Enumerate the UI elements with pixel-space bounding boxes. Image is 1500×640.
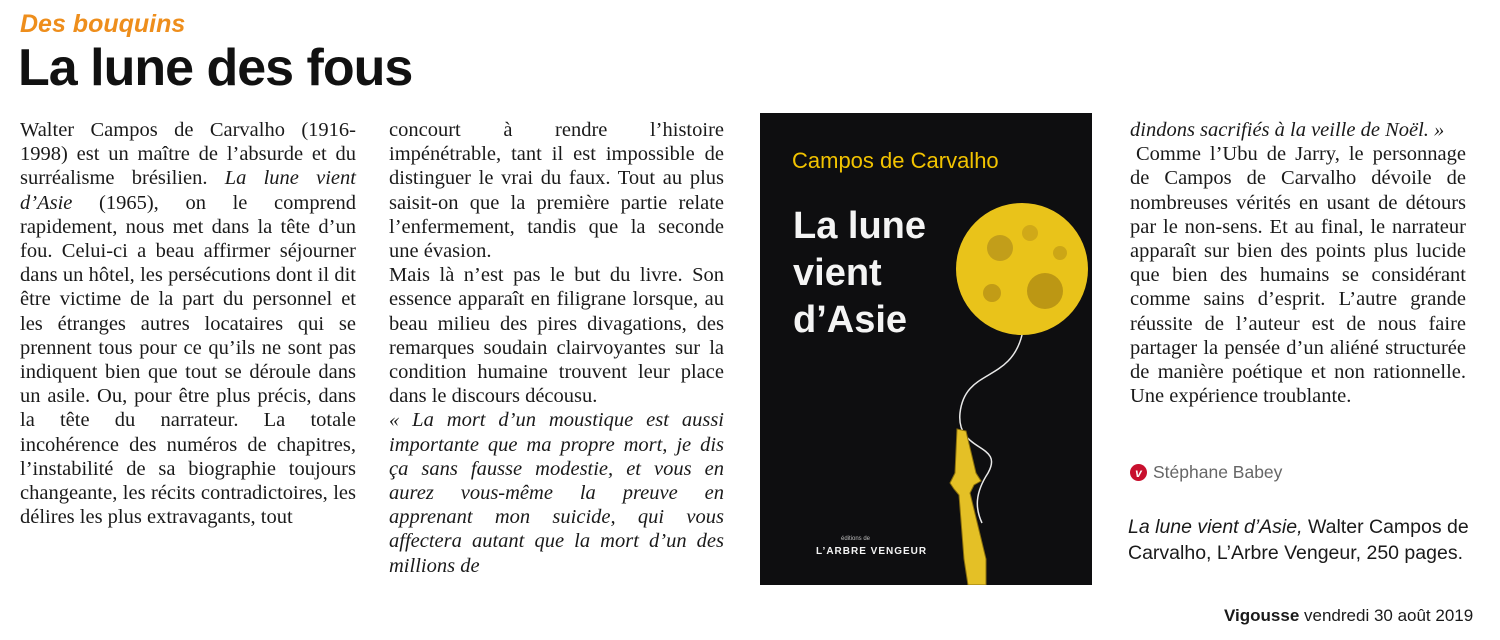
book-cover	[760, 113, 1092, 585]
book-cover-art	[760, 113, 1092, 585]
moon-crater	[1022, 225, 1038, 241]
cover-author: Campos de Carvalho	[792, 148, 999, 173]
moon-crater	[983, 284, 1001, 302]
moon-crater	[987, 235, 1013, 261]
article-headline: La lune des fous	[18, 39, 413, 97]
quote-paragraph	[389, 408, 724, 577]
page-footer	[1224, 606, 1473, 626]
moon-illustration	[956, 203, 1088, 335]
text-run: Walter Campos de Carvalho (1916-1998) est un maître de l’absurde et du surréalisme brésilien.	[20, 119, 356, 190]
section-kicker: Des bouquins	[20, 10, 186, 38]
credits-details: Walter Campos de Carvalho, L’Arbre Vengeur, 250 pages.	[1128, 516, 1469, 564]
cover-title-line: vient	[793, 252, 882, 294]
article-column-4	[1130, 118, 1466, 408]
author-name: Stéphane Babey	[1153, 462, 1283, 482]
article-column-1	[20, 118, 356, 529]
paragraph	[20, 118, 356, 529]
credits-book-title: La lune vient d’Asie,	[1128, 516, 1303, 538]
book-title-inline: La lune vient d’Asie	[20, 167, 356, 214]
vigousse-logo-icon: v	[1130, 464, 1147, 481]
paragraph: Comme l’Ubu de Jarry, le personnage de Campos de Carvalho dévoile de nombreuses vérités en usant de détours par le non-sens. Et au final, le narrateur apparaît sur bien des points plus lucide que bien des humains se considérant comme sains d’esprit. L’autre grande réussite de l’auteur est de nous faire partager la pensée d’un aliéné structurée de manière poétique et non rationnelle. Une expérience troublante.	[1130, 143, 1466, 408]
paragraph: Mais là n’est pas le but du livre. Son essence apparaît en filigrane lorsque, au beau milieu des pires divagations, des remarques soudain clairvoyantes sur la condition humaine trouvent leur place dans le discours décousu.	[389, 264, 724, 408]
article-column-2	[389, 118, 724, 578]
cover-title-line: La lune	[793, 205, 927, 247]
quote-text: « La mort d’un moustique est aussi importante que ma propre mort, je dis ça sans fausse modestie, et vous en aurez vous-même la preuve en apprenant mon suicide, qui vous affectera autant que la mort d’un des millions de	[389, 409, 724, 577]
cover-title-line: d’Asie	[793, 299, 908, 341]
moon-crater	[1027, 273, 1063, 309]
cover-publisher: L’ARBRE VENGEUR	[816, 546, 928, 557]
text-run: (1965), on le comprend rapidement, nous met dans la tête d’un fou. Celui-ci a beau affirmer séjourner dans un hôtel, les persécutions dont il dit être victime de la part du personnel et les étranges autres locataires qui se prennent tous pour ce qu’ils ne sont pas indiquent bien que tout se déroule dans un asile. Ou, pour être plus précis, dans la tête du narrateur. La totale incohérence des numéros de chapitres, l’instabilité de sa biographie toujours changeante, les récits contradictoires, les délires les plus extravagants, tout	[20, 191, 356, 529]
publication-date: vendredi 30 août 2019	[1299, 606, 1474, 625]
cover-publisher-prefix: éditions de	[841, 536, 871, 542]
quote-text: dindons sacrifiés à la veille de Noël. »	[1130, 119, 1445, 141]
paragraph: concourt à rendre l’histoire impénétrable, tant il est impossible de distinguer le vrai du faux. Tout au plus saisit-on que la première partie relate l’enfermement, tandis que la seconde une évasion.	[389, 119, 724, 263]
quote-end	[1130, 118, 1466, 142]
moon-crater	[1053, 246, 1067, 260]
publication-name: Vigousse	[1224, 606, 1300, 625]
author-signature	[1130, 462, 1282, 483]
book-credits	[1128, 514, 1478, 566]
